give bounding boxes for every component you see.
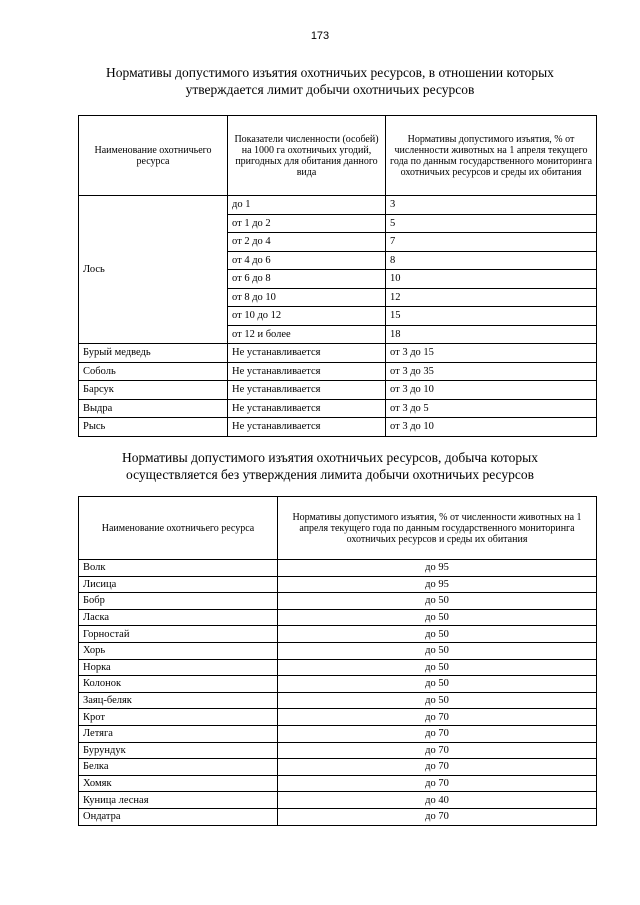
norm-cell: до 50 — [278, 593, 597, 610]
density-cell: от 6 до 8 — [228, 270, 386, 289]
table-row — [79, 676, 597, 693]
resource-name: Заяц-беляк — [79, 692, 278, 709]
norm-cell: до 70 — [278, 759, 597, 776]
norm-cell: от 3 до 10 — [386, 418, 597, 437]
norm-cell: 15 — [386, 307, 597, 326]
density-cell: от 8 до 10 — [228, 288, 386, 307]
norm-cell: до 50 — [278, 642, 597, 659]
resource-name: Колонок — [79, 676, 278, 693]
col-header-density: Показатели численности (особей) на 1000 га охотничьих угодий, пригодных для обитания данного вида — [228, 116, 386, 196]
density-cell: Не устанавливается — [228, 381, 386, 400]
resource-name: Куница лесная — [79, 792, 278, 809]
col-header-resource-name: Наименование охотничьего ресурса — [79, 116, 228, 196]
density-cell: Не устанавливается — [228, 399, 386, 418]
limited-resources-table — [78, 115, 597, 437]
resource-name: Соболь — [79, 362, 228, 381]
norm-cell: 3 — [386, 196, 597, 215]
norm-cell: 7 — [386, 233, 597, 252]
norm-cell: до 50 — [278, 659, 597, 676]
resource-name: Бурый медведь — [79, 344, 228, 363]
table-row — [79, 775, 597, 792]
resource-name: Летяга — [79, 725, 278, 742]
norm-cell: от 3 до 5 — [386, 399, 597, 418]
table-row — [79, 418, 597, 437]
resource-name: Волк — [79, 560, 278, 577]
norm-cell: до 50 — [278, 626, 597, 643]
resource-name: Выдра — [79, 399, 228, 418]
norm-cell: до 70 — [278, 725, 597, 742]
norm-cell: 18 — [386, 325, 597, 344]
table-row — [79, 609, 597, 626]
resource-name: Хомяк — [79, 775, 278, 792]
section1-title-line: утверждается лимит добычи охотничьих ресурсов — [185, 82, 475, 97]
resource-name: Рысь — [79, 418, 228, 437]
resource-name: Хорь — [79, 642, 278, 659]
density-cell: от 10 до 12 — [228, 307, 386, 326]
norm-cell: до 70 — [278, 775, 597, 792]
page-number: 173 — [310, 30, 330, 42]
col-header-norm: Нормативы допустимого изъятия, % от численности животных на 1 апреля текущего года по данным государственного мониторинга охотничьих ресурсов и среды их обитания — [386, 116, 597, 196]
table-row — [79, 560, 597, 577]
table-row — [79, 792, 597, 809]
norm-cell: до 50 — [278, 692, 597, 709]
table-row — [79, 593, 597, 610]
resource-name: Ондатра — [79, 808, 278, 825]
norm-cell: 8 — [386, 251, 597, 270]
section2-title-line: Нормативы допустимого изъятия охотничьих ресурсов, добыча которых — [122, 450, 538, 465]
table-row — [79, 759, 597, 776]
table-row — [79, 725, 597, 742]
table-row — [79, 381, 597, 400]
col-header-norm: Нормативы допустимого изъятия, % от численности животных на 1 апреля текущего года по данным государственного мониторинга охотничьих ресурсов и среды их обитания — [278, 497, 597, 560]
table-row — [79, 576, 597, 593]
norm-cell: от 3 до 35 — [386, 362, 597, 381]
table-row — [79, 692, 597, 709]
norm-cell: до 50 — [278, 609, 597, 626]
table-row — [79, 362, 597, 381]
norm-cell: до 95 — [278, 576, 597, 593]
norm-cell: до 50 — [278, 676, 597, 693]
section2-title-line: осуществляется без утверждения лимита добычи охотничьих ресурсов — [126, 467, 534, 482]
density-cell: от 2 до 4 — [228, 233, 386, 252]
table-row — [79, 709, 597, 726]
table-row — [79, 659, 597, 676]
norm-cell: от 3 до 10 — [386, 381, 597, 400]
section1-title-line: Нормативы допустимого изъятия охотничьих ресурсов, в отношении которых — [106, 65, 554, 80]
table-row — [79, 808, 597, 825]
table-row — [79, 196, 597, 215]
resource-name-moose: Лось — [79, 196, 228, 344]
resource-name: Белка — [79, 759, 278, 776]
norm-cell: до 70 — [278, 742, 597, 759]
norm-cell: 5 — [386, 214, 597, 233]
density-cell: от 1 до 2 — [228, 214, 386, 233]
resource-name: Ласка — [79, 609, 278, 626]
norm-cell: до 40 — [278, 792, 597, 809]
resource-name: Горностай — [79, 626, 278, 643]
norm-cell: до 95 — [278, 560, 597, 577]
norm-cell: 10 — [386, 270, 597, 289]
col-header-resource-name: Наименование охотничьего ресурса — [79, 497, 278, 560]
resource-name: Барсук — [79, 381, 228, 400]
density-cell: Не устанавливается — [228, 418, 386, 437]
unlimited-resources-table — [78, 496, 597, 826]
density-cell: от 12 и более — [228, 325, 386, 344]
section2-title — [60, 449, 600, 483]
norm-cell: до 70 — [278, 808, 597, 825]
resource-name: Норка — [79, 659, 278, 676]
density-cell: Не устанавливается — [228, 362, 386, 381]
table-row — [79, 642, 597, 659]
table-row — [79, 742, 597, 759]
resource-name: Бобр — [79, 593, 278, 610]
norm-cell: от 3 до 15 — [386, 344, 597, 363]
section1-title — [60, 64, 600, 98]
density-cell: от 4 до 6 — [228, 251, 386, 270]
density-cell: до 1 — [228, 196, 386, 215]
norm-cell: 12 — [386, 288, 597, 307]
table-row — [79, 399, 597, 418]
table-row — [79, 344, 597, 363]
resource-name: Лисица — [79, 576, 278, 593]
table-row — [79, 626, 597, 643]
resource-name: Крот — [79, 709, 278, 726]
resource-name: Бурундук — [79, 742, 278, 759]
density-cell: Не устанавливается — [228, 344, 386, 363]
norm-cell: до 70 — [278, 709, 597, 726]
